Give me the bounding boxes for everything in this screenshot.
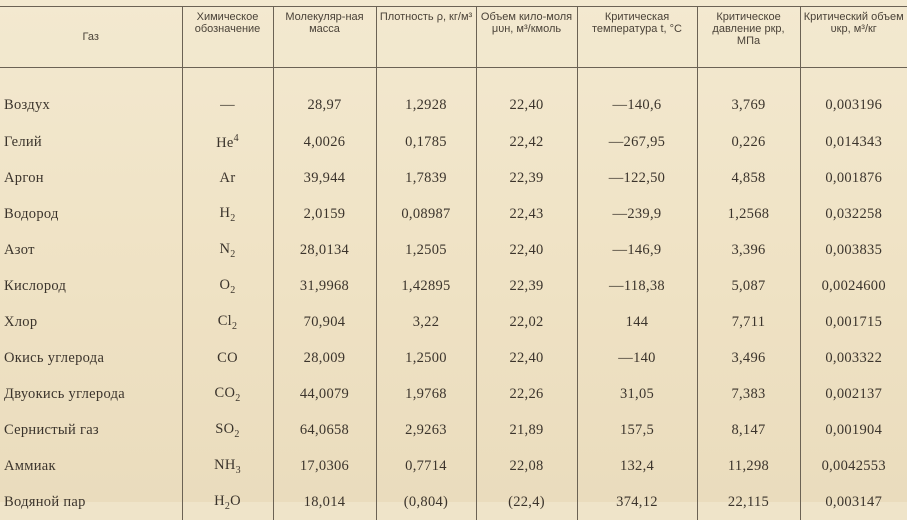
formula-base: Ar bbox=[220, 170, 236, 186]
table-body bbox=[0, 68, 907, 520]
cell-crit-volume: 0,003147 bbox=[800, 484, 907, 520]
cell-crit-volume: 0,001715 bbox=[800, 304, 907, 340]
formula-base: NH bbox=[214, 457, 236, 473]
cell-molar-mass: 18,014 bbox=[273, 484, 376, 520]
table-row bbox=[0, 448, 907, 484]
header-density: Плотность ρ, кг/м³ bbox=[376, 7, 476, 68]
formula-superscript: 4 bbox=[234, 133, 239, 144]
table-row bbox=[0, 232, 907, 268]
cell-crit-pressure: 4,858 bbox=[697, 160, 800, 196]
formula-subscript: 2 bbox=[234, 428, 239, 439]
cell-crit-pressure: 0,226 bbox=[697, 124, 800, 160]
formula-subscript: 2 bbox=[230, 212, 235, 223]
cell-formula bbox=[182, 196, 273, 232]
cell-formula bbox=[182, 412, 273, 448]
cell-gas: Воздух bbox=[0, 68, 182, 125]
cell-crit-volume: 0,003196 bbox=[800, 68, 907, 125]
cell-kmol-volume: 22,39 bbox=[476, 268, 577, 304]
cell-crit-pressure: 1,2568 bbox=[697, 196, 800, 232]
header-crit-pressure: Критическое давление pкр, МПа bbox=[697, 7, 800, 68]
formula-base: Cl bbox=[218, 313, 232, 329]
cell-density: (0,804) bbox=[376, 484, 476, 520]
cell-formula bbox=[182, 68, 273, 125]
gas-properties-table bbox=[0, 6, 907, 520]
formula-tail: O bbox=[230, 493, 241, 509]
cell-molar-mass: 4,0026 bbox=[273, 124, 376, 160]
cell-crit-temp: 157,5 bbox=[577, 412, 697, 448]
cell-gas: Кислород bbox=[0, 268, 182, 304]
cell-crit-pressure: 3,396 bbox=[697, 232, 800, 268]
formula-base: He bbox=[216, 134, 234, 150]
cell-formula bbox=[182, 304, 273, 340]
table-row bbox=[0, 340, 907, 376]
formula-subscript: 2 bbox=[232, 320, 237, 331]
cell-crit-volume: 0,001904 bbox=[800, 412, 907, 448]
cell-kmol-volume: 21,89 bbox=[476, 412, 577, 448]
cell-gas: Аргон bbox=[0, 160, 182, 196]
cell-crit-pressure: 22,115 bbox=[697, 484, 800, 520]
cell-crit-volume: 0,0024600 bbox=[800, 268, 907, 304]
cell-crit-temp: —118,38 bbox=[577, 268, 697, 304]
cell-gas: Азот bbox=[0, 232, 182, 268]
cell-crit-temp: —122,50 bbox=[577, 160, 697, 196]
formula-subscript: 2 bbox=[235, 392, 240, 403]
cell-molar-mass: 28,0134 bbox=[273, 232, 376, 268]
cell-crit-pressure: 3,769 bbox=[697, 68, 800, 125]
formula-base: SO bbox=[215, 421, 234, 437]
formula-subscript: 2 bbox=[230, 248, 235, 259]
cell-gas: Водяной пар bbox=[0, 484, 182, 520]
header-formula: Химическое обозначение bbox=[182, 7, 273, 68]
cell-density: 1,2928 bbox=[376, 68, 476, 125]
cell-crit-pressure: 5,087 bbox=[697, 268, 800, 304]
cell-density: 0,1785 bbox=[376, 124, 476, 160]
cell-crit-temp: 132,4 bbox=[577, 448, 697, 484]
cell-molar-mass: 39,944 bbox=[273, 160, 376, 196]
cell-kmol-volume: 22,08 bbox=[476, 448, 577, 484]
table-row bbox=[0, 124, 907, 160]
header-gas: Газ bbox=[0, 7, 182, 68]
cell-gas: Окись углерода bbox=[0, 340, 182, 376]
formula-base: CO bbox=[217, 350, 238, 366]
cell-density: 0,7714 bbox=[376, 448, 476, 484]
cell-kmol-volume: 22,43 bbox=[476, 196, 577, 232]
cell-crit-pressure: 8,147 bbox=[697, 412, 800, 448]
cell-crit-temp: —140 bbox=[577, 340, 697, 376]
cell-crit-temp: —267,95 bbox=[577, 124, 697, 160]
cell-gas: Хлор bbox=[0, 304, 182, 340]
cell-gas: Двуокись углерода bbox=[0, 376, 182, 412]
cell-gas: Сернистый газ bbox=[0, 412, 182, 448]
cell-kmol-volume: 22,40 bbox=[476, 68, 577, 125]
cell-molar-mass: 70,904 bbox=[273, 304, 376, 340]
cell-density: 1,2500 bbox=[376, 340, 476, 376]
cell-kmol-volume: 22,42 bbox=[476, 124, 577, 160]
header-crit-temp: Критическая температура t, °C bbox=[577, 7, 697, 68]
formula-base: H bbox=[219, 205, 230, 221]
cell-crit-volume: 0,003835 bbox=[800, 232, 907, 268]
cell-density: 1,2505 bbox=[376, 232, 476, 268]
cell-formula bbox=[182, 160, 273, 196]
cell-crit-volume: 0,001876 bbox=[800, 160, 907, 196]
cell-crit-pressure: 11,298 bbox=[697, 448, 800, 484]
cell-crit-volume: 0,002137 bbox=[800, 376, 907, 412]
cell-gas: Гелий bbox=[0, 124, 182, 160]
formula-base: CO bbox=[214, 385, 235, 401]
cell-molar-mass: 44,0079 bbox=[273, 376, 376, 412]
formula-base: O bbox=[219, 277, 230, 293]
cell-crit-temp: —239,9 bbox=[577, 196, 697, 232]
table-row bbox=[0, 268, 907, 304]
cell-molar-mass: 64,0658 bbox=[273, 412, 376, 448]
formula-subscript: 2 bbox=[225, 500, 230, 511]
table-row bbox=[0, 68, 907, 125]
formula-base: H bbox=[214, 493, 225, 509]
cell-formula bbox=[182, 376, 273, 412]
cell-formula bbox=[182, 340, 273, 376]
cell-density: 2,9263 bbox=[376, 412, 476, 448]
cell-crit-pressure: 3,496 bbox=[697, 340, 800, 376]
cell-crit-volume: 0,014343 bbox=[800, 124, 907, 160]
cell-molar-mass: 31,9968 bbox=[273, 268, 376, 304]
header-kmol-volume: Объем кило-моля μυн, м³/кмоль bbox=[476, 7, 577, 68]
table-row bbox=[0, 304, 907, 340]
cell-formula bbox=[182, 124, 273, 160]
cell-molar-mass: 28,009 bbox=[273, 340, 376, 376]
cell-kmol-volume: (22,4) bbox=[476, 484, 577, 520]
formula-subscript: 2 bbox=[230, 284, 235, 295]
table-row bbox=[0, 160, 907, 196]
cell-formula bbox=[182, 484, 273, 520]
cell-formula bbox=[182, 268, 273, 304]
cell-gas: Водород bbox=[0, 196, 182, 232]
cell-formula bbox=[182, 448, 273, 484]
table-header-row bbox=[0, 7, 907, 68]
cell-crit-temp: 31,05 bbox=[577, 376, 697, 412]
header-molar-mass: Молекуляр-ная масса bbox=[273, 7, 376, 68]
cell-density: 1,7839 bbox=[376, 160, 476, 196]
cell-density: 0,08987 bbox=[376, 196, 476, 232]
cell-formula bbox=[182, 232, 273, 268]
cell-gas: Аммиак bbox=[0, 448, 182, 484]
cell-crit-pressure: 7,711 bbox=[697, 304, 800, 340]
cell-molar-mass: 17,0306 bbox=[273, 448, 376, 484]
cell-kmol-volume: 22,02 bbox=[476, 304, 577, 340]
table-row bbox=[0, 412, 907, 448]
cell-crit-temp: —146,9 bbox=[577, 232, 697, 268]
formula-base: — bbox=[220, 97, 235, 113]
cell-crit-volume: 0,032258 bbox=[800, 196, 907, 232]
cell-density: 1,42895 bbox=[376, 268, 476, 304]
header-crit-volume: Критический объем υкр, м³/кг bbox=[800, 7, 907, 68]
cell-crit-temp: 374,12 bbox=[577, 484, 697, 520]
cell-density: 3,22 bbox=[376, 304, 476, 340]
cell-kmol-volume: 22,40 bbox=[476, 232, 577, 268]
formula-base: N bbox=[219, 241, 230, 257]
formula-subscript: 3 bbox=[236, 464, 241, 475]
cell-kmol-volume: 22,26 bbox=[476, 376, 577, 412]
cell-molar-mass: 28,97 bbox=[273, 68, 376, 125]
table-row bbox=[0, 484, 907, 520]
cell-kmol-volume: 22,39 bbox=[476, 160, 577, 196]
table-row bbox=[0, 376, 907, 412]
cell-crit-volume: 0,0042553 bbox=[800, 448, 907, 484]
cell-density: 1,9768 bbox=[376, 376, 476, 412]
cell-kmol-volume: 22,40 bbox=[476, 340, 577, 376]
cell-molar-mass: 2,0159 bbox=[273, 196, 376, 232]
cell-crit-temp: —140,6 bbox=[577, 68, 697, 125]
cell-crit-temp: 144 bbox=[577, 304, 697, 340]
table-row bbox=[0, 196, 907, 232]
cell-crit-volume: 0,003322 bbox=[800, 340, 907, 376]
cell-crit-pressure: 7,383 bbox=[697, 376, 800, 412]
